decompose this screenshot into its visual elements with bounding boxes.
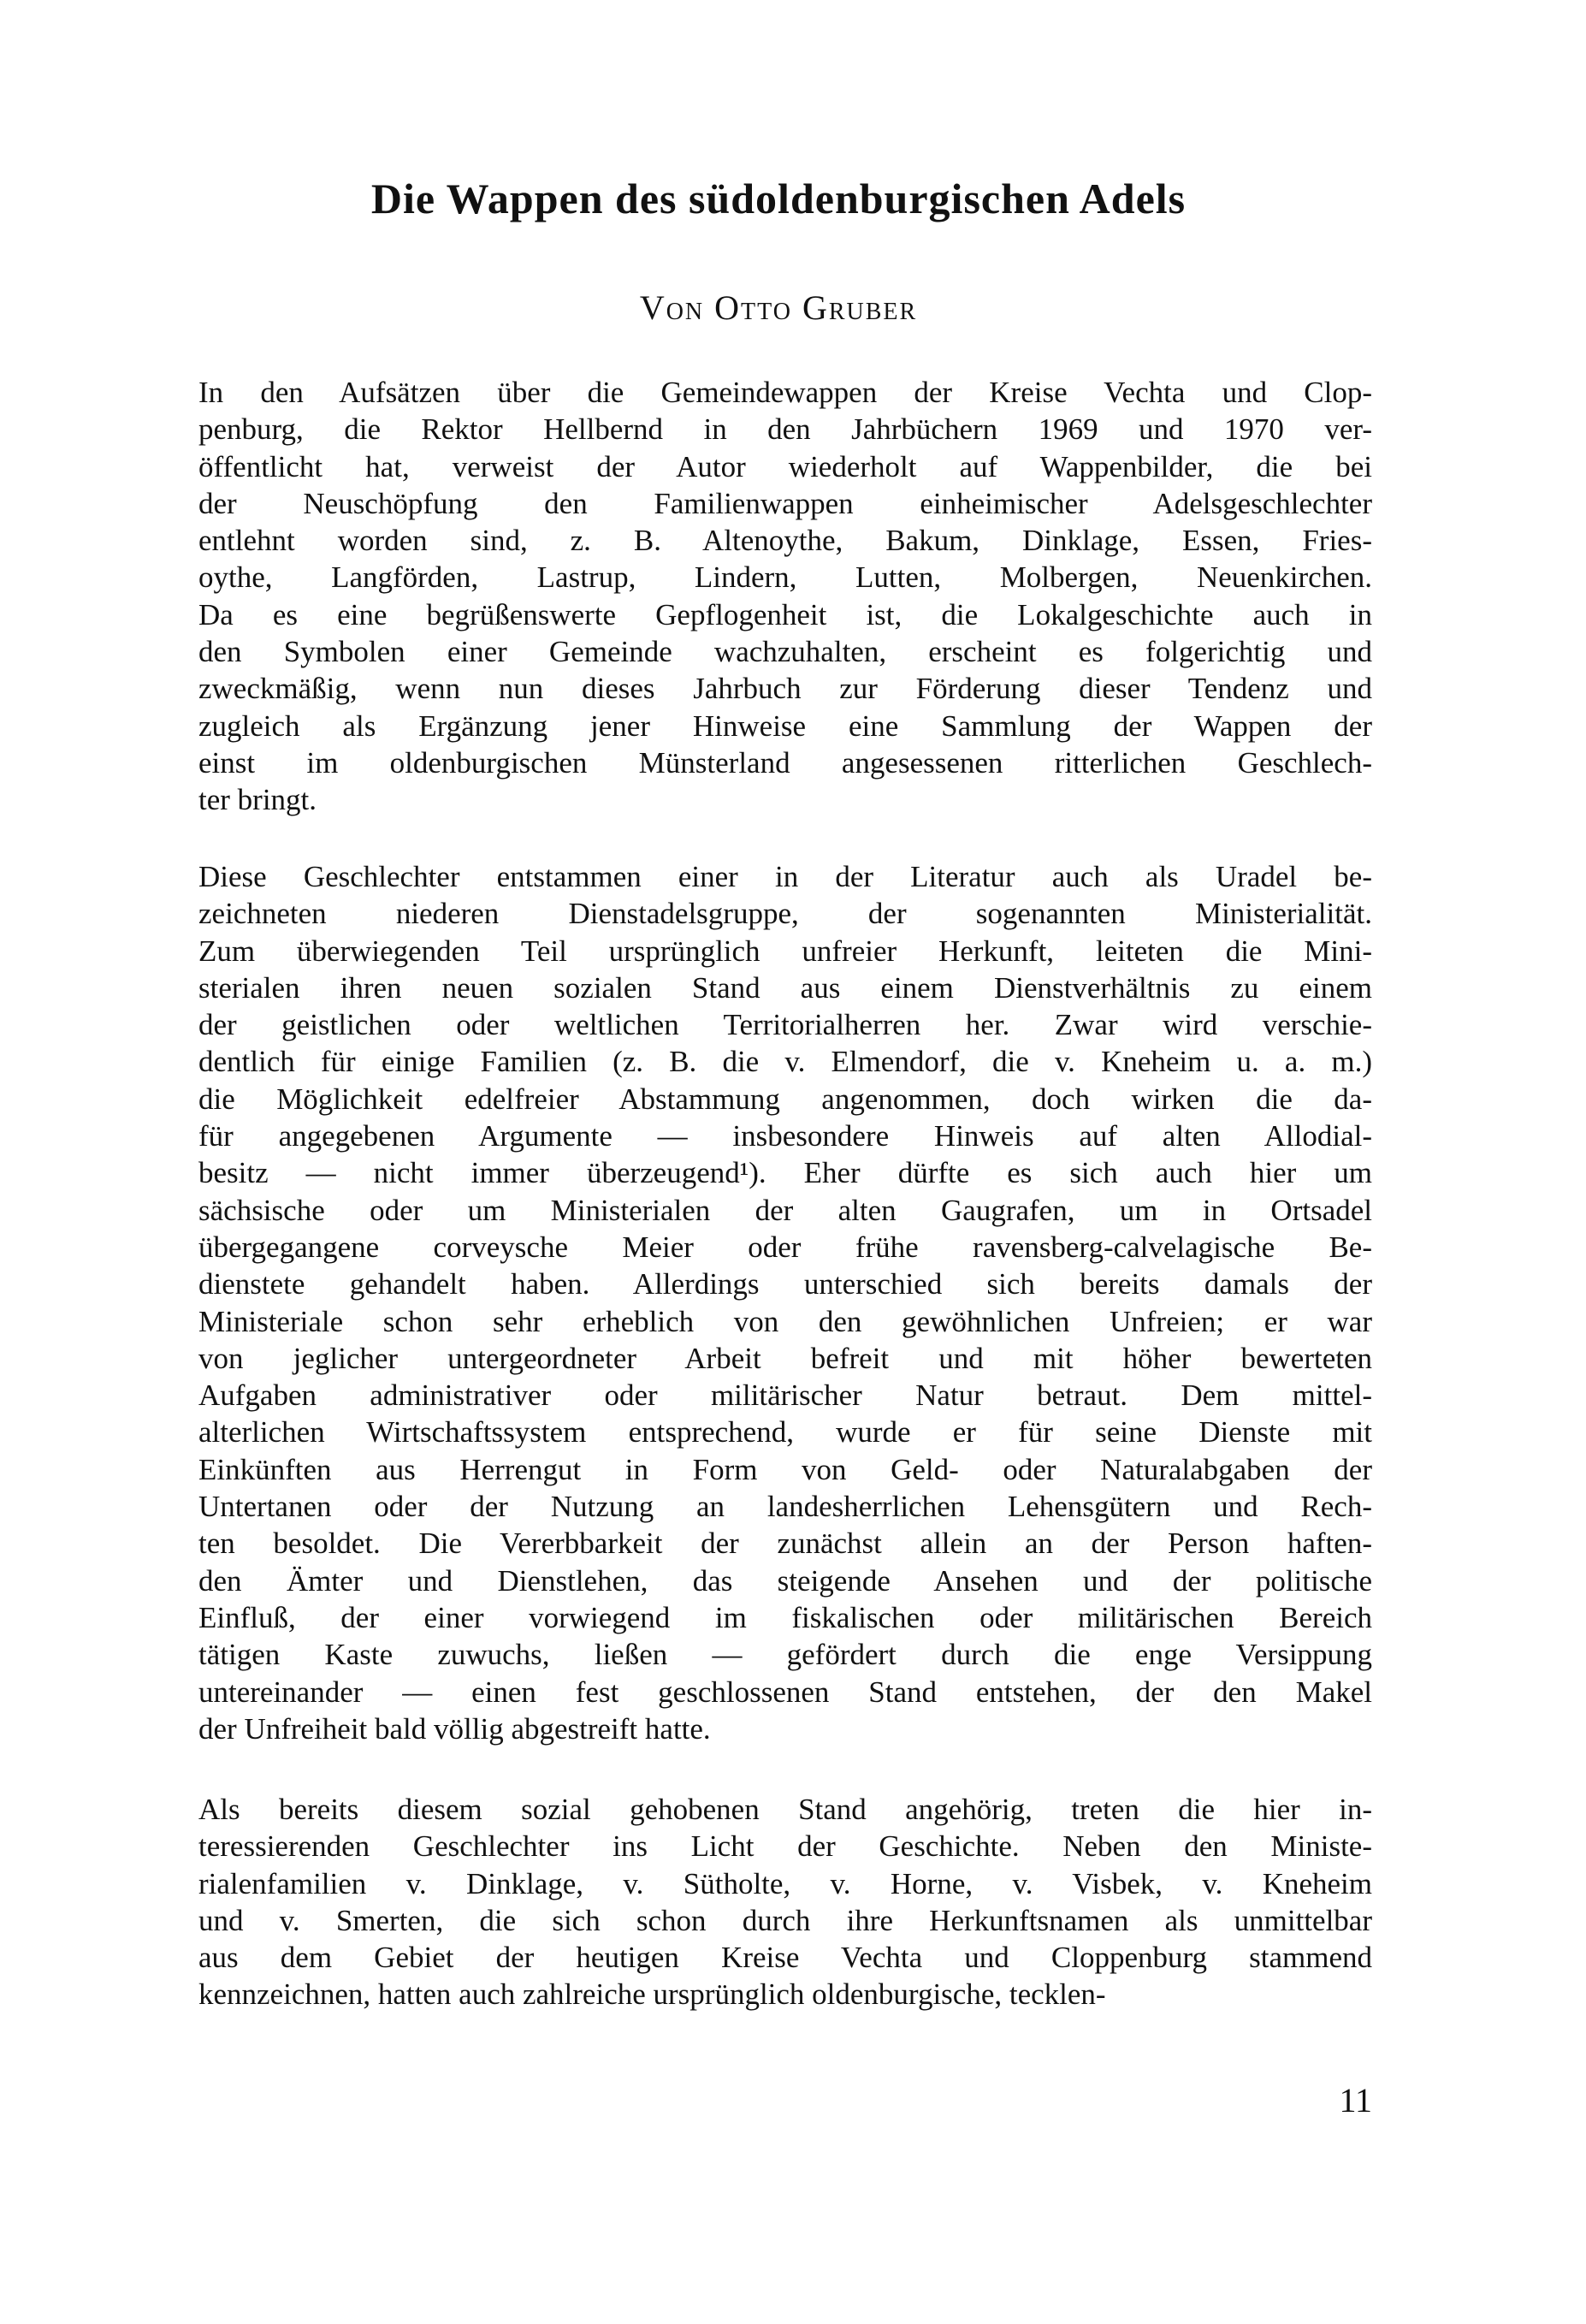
paragraph-2 xyxy=(198,858,1372,1747)
text-line: von jeglicher untergeordneter Arbeit befreit und mit höher bewerteten xyxy=(198,1341,1372,1375)
text-line: und v. Smerten, die sich schon durch ihre Herkunftsnamen als unmittelbar xyxy=(198,1903,1372,1937)
text-line: zweckmäßig, wenn nun dieses Jahrbuch zur Förderung dieser Tendenz und xyxy=(198,672,1372,706)
text-line: Einfluß, der einer vorwiegend im fiskalischen oder militärischen Bereich xyxy=(198,1600,1372,1634)
author-byline: Von Otto Gruber xyxy=(639,288,918,327)
text-line: teressierenden Geschlechter ins Licht der Geschichte. Neben den Ministe- xyxy=(198,1829,1372,1864)
text-line: für angegebenen Argumente — insbesondere Hinweis auf alten Allodial- xyxy=(198,1119,1372,1153)
text-line: oythe, Langförden, Lastrup, Lindern, Lutten, Molbergen, Neuenkirchen. xyxy=(198,560,1372,595)
text-line: den Symbolen einer Gemeinde wachzuhalten, erscheint es folgerichtig und xyxy=(198,635,1372,669)
text-line: der Unfreiheit bald völlig abgestreift hatte. xyxy=(198,1711,711,1746)
text-line: Als bereits diesem sozial gehobenen Stand angehörig, treten die hier in- xyxy=(198,1793,1372,1826)
text-line: den Ämter und Dienstlehen, das steigende Ansehen und der politische xyxy=(198,1563,1372,1598)
text-line: sächsische oder um Ministerialen der alten Gaugrafen, um in Ortsadel xyxy=(198,1193,1372,1227)
text-line: In den Aufsätzen über die Gemeindewappen der Kreise Vechta und Clop- xyxy=(198,376,1372,409)
text-line: dienstete gehandelt haben. Allerdings unterschied sich bereits damals der xyxy=(198,1267,1372,1301)
text-line: rialenfamilien v. Dinklage, v. Sütholte, v. Horne, v. Visbek, v. Kneheim xyxy=(198,1866,1372,1900)
text-line: entlehnt worden sind, z. B. Altenoythe, Bakum, Dinklage, Essen, Fries- xyxy=(198,524,1372,558)
text-line: besitz — nicht immer überzeugend¹). Eher dürfte es sich auch hier um xyxy=(198,1156,1372,1190)
text-line: dentlich für einige Familien (z. B. die v. Elmendorf, die v. Kneheim u. a. m.) xyxy=(198,1045,1372,1079)
text-line: kennzeichnen, hatten auch zahlreiche ursprünglich oldenburgische, tecklen- xyxy=(198,1977,1106,2012)
text-line: sterialen ihren neuen sozialen Stand aus einem Dienstverhältnis zu einem xyxy=(198,970,1372,1005)
paragraph-1 xyxy=(198,374,1372,819)
text-line: die Möglichkeit edelfreier Abstammung angenommen, doch wirken die da- xyxy=(198,1082,1372,1116)
text-line: ter bringt. xyxy=(198,783,317,817)
page-number: 11 xyxy=(1339,2081,1372,2119)
text-line: zeichneten niederen Dienstadelsgruppe, der sogenannten Ministerialität. xyxy=(198,897,1372,931)
paragraph-3 xyxy=(198,1791,1372,2013)
text-line: Aufgaben administrativer oder militärischer Natur betraut. Dem mittel- xyxy=(198,1378,1372,1413)
text-line: öffentlicht hat, verweist der Autor wiederholt auf Wappenbilder, die bei xyxy=(198,449,1372,483)
text-line: untereinander — einen fest geschlossenen Stand entstehen, der den Makel xyxy=(198,1675,1372,1709)
text-line: zugleich als Ergänzung jener Hinweise eine Sammlung der Wappen der xyxy=(198,708,1372,743)
text-line: Untertanen oder der Nutzung an landesherrlichen Lehensgütern und Rech- xyxy=(198,1490,1372,1524)
text-line: Zum überwiegenden Teil ursprünglich unfreier Herkunft, leiteten die Mini- xyxy=(198,934,1372,968)
article-title: Die Wappen des südoldenburgischen Adels xyxy=(370,175,1187,222)
text-line: Diese Geschlechter entstammen einer in der Literatur auch als Uradel be- xyxy=(198,860,1372,893)
text-line: tätigen Kaste zuwuchs, ließen — gefördert durch die enge Versippung xyxy=(198,1638,1372,1672)
text-line: der geistlichen oder weltlichen Territorialherren her. Zwar wird verschie- xyxy=(198,1008,1372,1042)
text-line: aus dem Gebiet der heutigen Kreise Vechta und Cloppenburg stammend xyxy=(198,1941,1372,1975)
text-line: ten besoldet. Die Vererbbarkeit der zunächst allein an der Person haften- xyxy=(198,1527,1372,1561)
text-line: einst im oldenburgischen Münsterland angesessenen ritterlichen Geschlech- xyxy=(198,745,1372,780)
text-line: Ministeriale schon sehr erheblich von den gewöhnlichen Unfreien; er war xyxy=(198,1304,1372,1338)
text-line: Da es eine begrüßenswerte Gepflogenheit ist, die Lokalgeschichte auch in xyxy=(198,597,1372,631)
text-line: alterlichen Wirtschaftssystem entsprechend, wurde er für seine Dienste mit xyxy=(198,1415,1372,1450)
text-line: der Neuschöpfung den Familienwappen einheimischer Adelsgeschlechter xyxy=(198,486,1372,520)
text-line: penburg, die Rektor Hellbernd in den Jahrbüchern 1969 und 1970 ver- xyxy=(198,412,1372,447)
text-line: Einkünften aus Herrengut in Form von Geld- oder Naturalabgaben der xyxy=(198,1452,1372,1486)
text-line: übergegangene corveysche Meier oder frühe ravensberg-calvelagische Be- xyxy=(198,1230,1372,1264)
